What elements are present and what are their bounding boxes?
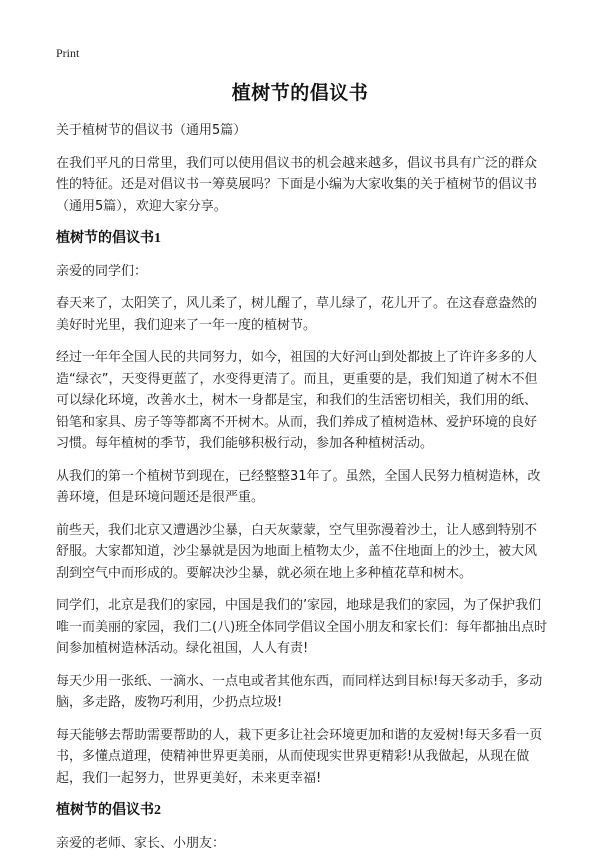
section-1-paragraph: 前些天，我们北京又遭遇沙尘暴，白天灰蒙蒙，空气里弥漫着沙土，让人感到特别不舒服。大家都知道，沙尘暴就是因为地面上植物太少，盖不住地面上的沙土，被大风刮到空气中而形成的。要解决沙尘暴，就必须在地上多种植花草和树木。 [56, 522, 538, 581]
intro-paragraph: 在我们平凡的日常里，我们可以使用倡议书的机会越来越多，倡议书具有广泛的群众性的特征。还是对倡议书一筹莫展吗？下面是小编为大家收集的关于植树节的倡议书（通用5篇），欢迎大家分享。 [56, 155, 538, 214]
page-title: 植树节的倡议书 [231, 82, 369, 104]
section-1-paragraph: 经过一年年全国人民的共同努力，如今，祖国的大好河山到处都披上了许许多多的人造“绿衣”，天变得更蓝了，水变得更清了。而且，更重要的是，我们知道了树木不但可以绿化环境，改善水土，树木一身都是宝，和我们的生活密切相关，我们用的纸、铅笔和家具、房子等等都离不开树木。从而，我们养成了植树造林、爱护环境的良好习惯。每年植树的季节，我们能够积极行动，参加各种植树活动。 [56, 350, 538, 451]
document-subtitle: 关于植树节的倡议书（通用5篇） [56, 123, 247, 138]
section-1-paragraph: 从我们的第一个植树节到现在，已经整整31年了。虽然，全国人民努力植树造林，改善环境，但是环境问题还是很严重。 [56, 468, 541, 505]
section-1-paragraph: 每天能够去帮助需要帮助的人，栽下更多让社会环境更加和谐的友爱树!每天多看一页书，多懂点道理，使精神世界更美丽，从而使现实世界更精彩!从我做起，从现在做起，我们一起努力，世界更美好，未来更幸福! [56, 727, 543, 786]
section-1-paragraph: 每天少用一张纸、一滴水、一点电或者其他东西，而同样达到目标!每天多动手，多动脑，多走路，废物巧利用，少扔点垃圾! [56, 673, 543, 710]
document-body [56, 120, 548, 865]
section-1-paragraph: 亲爱的同学们： [56, 263, 148, 279]
print-link[interactable]: Print [56, 46, 80, 60]
section-1-paragraph: 春天来了，太阳笑了，风儿柔了，树儿醒了，草儿绿了，花儿开了。在这春意盎然的美好时光里，我们迎来了一年一度的植树节。 [56, 296, 538, 333]
section-2-heading: 植树节的倡议书2 [56, 803, 161, 818]
section-1-heading: 植树节的倡议书1 [56, 231, 161, 246]
section-2-paragraph: 亲爱的老师、家长、小朋友： [56, 835, 226, 851]
section-1-paragraph: 同学们，北京是我们的家园，中国是我们的’家园，地球是我们的家园，为了保护我们唯一而美丽的家园，我们二(八)班全体同学倡议全国小朋友和家长们：每年都抽出点时间参加植树造林活动。绿化祖国，人人有责! [56, 598, 548, 656]
